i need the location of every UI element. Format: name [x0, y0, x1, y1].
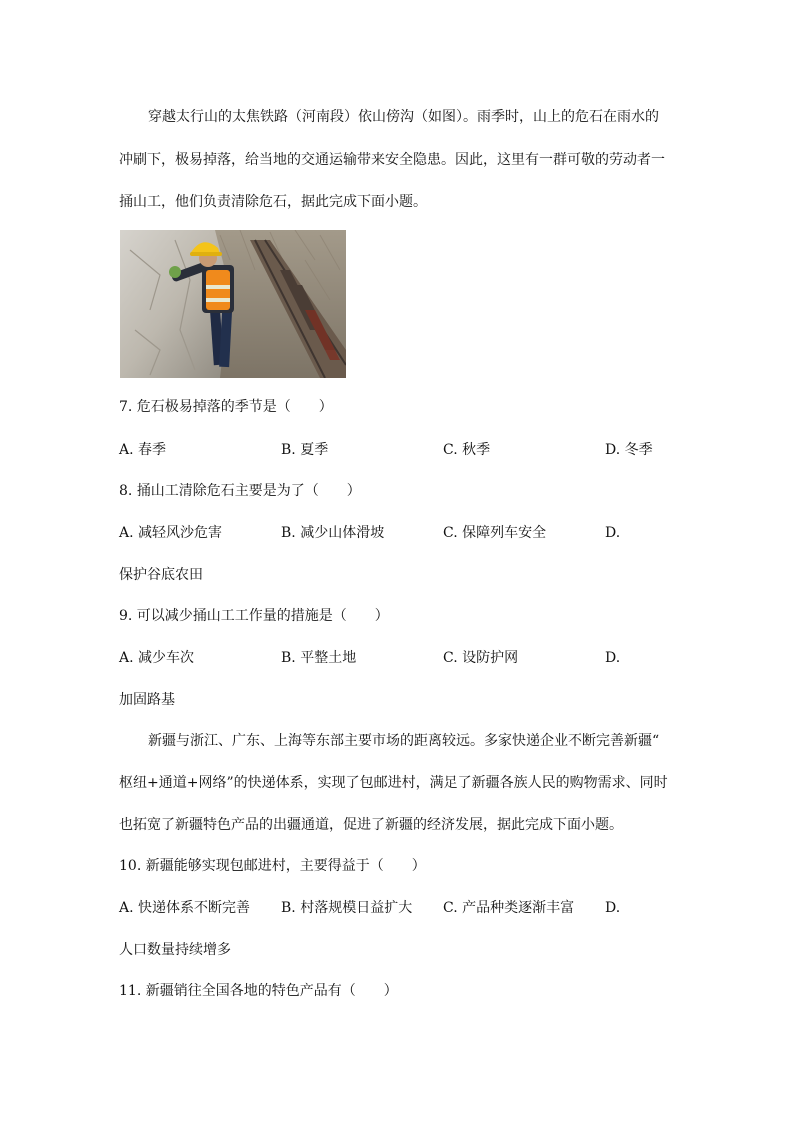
- question-9-stem: 9. 可以减少捅山工工作量的措施是（ ）: [119, 608, 389, 624]
- passage1-line3: 捅山工，他们负责清除危石，据此完成下面小题。: [119, 194, 427, 210]
- passage2-line1: 新疆与浙江、广东、上海等东部主要市场的距离较远。多家快递企业不断完善新疆“: [148, 733, 660, 749]
- question-7-stem: 7. 危石极易掉落的季节是（ ）: [119, 399, 333, 415]
- question-10-stem: 10. 新疆能够实现包邮进村，主要得益于（ ）: [119, 858, 426, 874]
- question-8-option-d-text: 保护谷底农田: [119, 567, 203, 583]
- passage1-line2: 冲刷下，极易掉落，给当地的交通运输带来安全隐患。因此，这里有一群可敬的劳动者一: [119, 152, 665, 168]
- question-8-option-c: C. 保障列车安全: [443, 525, 547, 541]
- question-8-option-a: A. 减轻风沙危害: [119, 525, 223, 541]
- cliff-worker-photo: [120, 230, 346, 378]
- question-8-stem: 8. 捅山工清除危石主要是为了（ ）: [119, 483, 361, 499]
- question-10-option-d-text: 人口数量持续增多: [119, 942, 231, 958]
- question-9-option-c: C. 设防护网: [443, 650, 519, 666]
- question-9-option-b: B. 平整土地: [281, 650, 357, 666]
- question-10-option-b: B. 村落规模日益扩大: [281, 900, 413, 916]
- question-10-option-a: A. 快递体系不断完善: [119, 900, 251, 916]
- question-8-option-d: D.: [605, 525, 621, 541]
- question-10-option-d: D.: [605, 900, 621, 916]
- passage2-line2: 枢纽+通道+网络”的快递体系，实现了包邮进村，满足了新疆各族人民的购物需求、同时: [119, 775, 668, 791]
- question-9-option-d: D.: [605, 650, 621, 666]
- question-9-option-d-text: 加固路基: [119, 692, 175, 708]
- question-7-option-c: C. 秋季: [443, 442, 491, 458]
- question-7-option-a: A. 春季: [119, 442, 167, 458]
- question-10-option-c: C. 产品种类逐渐丰富: [443, 900, 575, 916]
- question-8-option-b: B. 减少山体滑坡: [281, 525, 385, 541]
- question-7-option-b: B. 夏季: [281, 442, 329, 458]
- passage2-line3: 也拓宽了新疆特色产品的出疆通道，促进了新疆的经济发展，据此完成下面小题。: [119, 817, 623, 833]
- question-7-option-d: D. 冬季: [605, 442, 653, 458]
- passage1-line1: 穿越太行山的太焦铁路（河南段）依山傍沟（如图）。雨季时，山上的危石在雨水的: [148, 109, 659, 125]
- question-11-stem: 11. 新疆销往全国各地的特色产品有（ ）: [119, 983, 398, 999]
- question-9-option-a: A. 减少车次: [119, 650, 195, 666]
